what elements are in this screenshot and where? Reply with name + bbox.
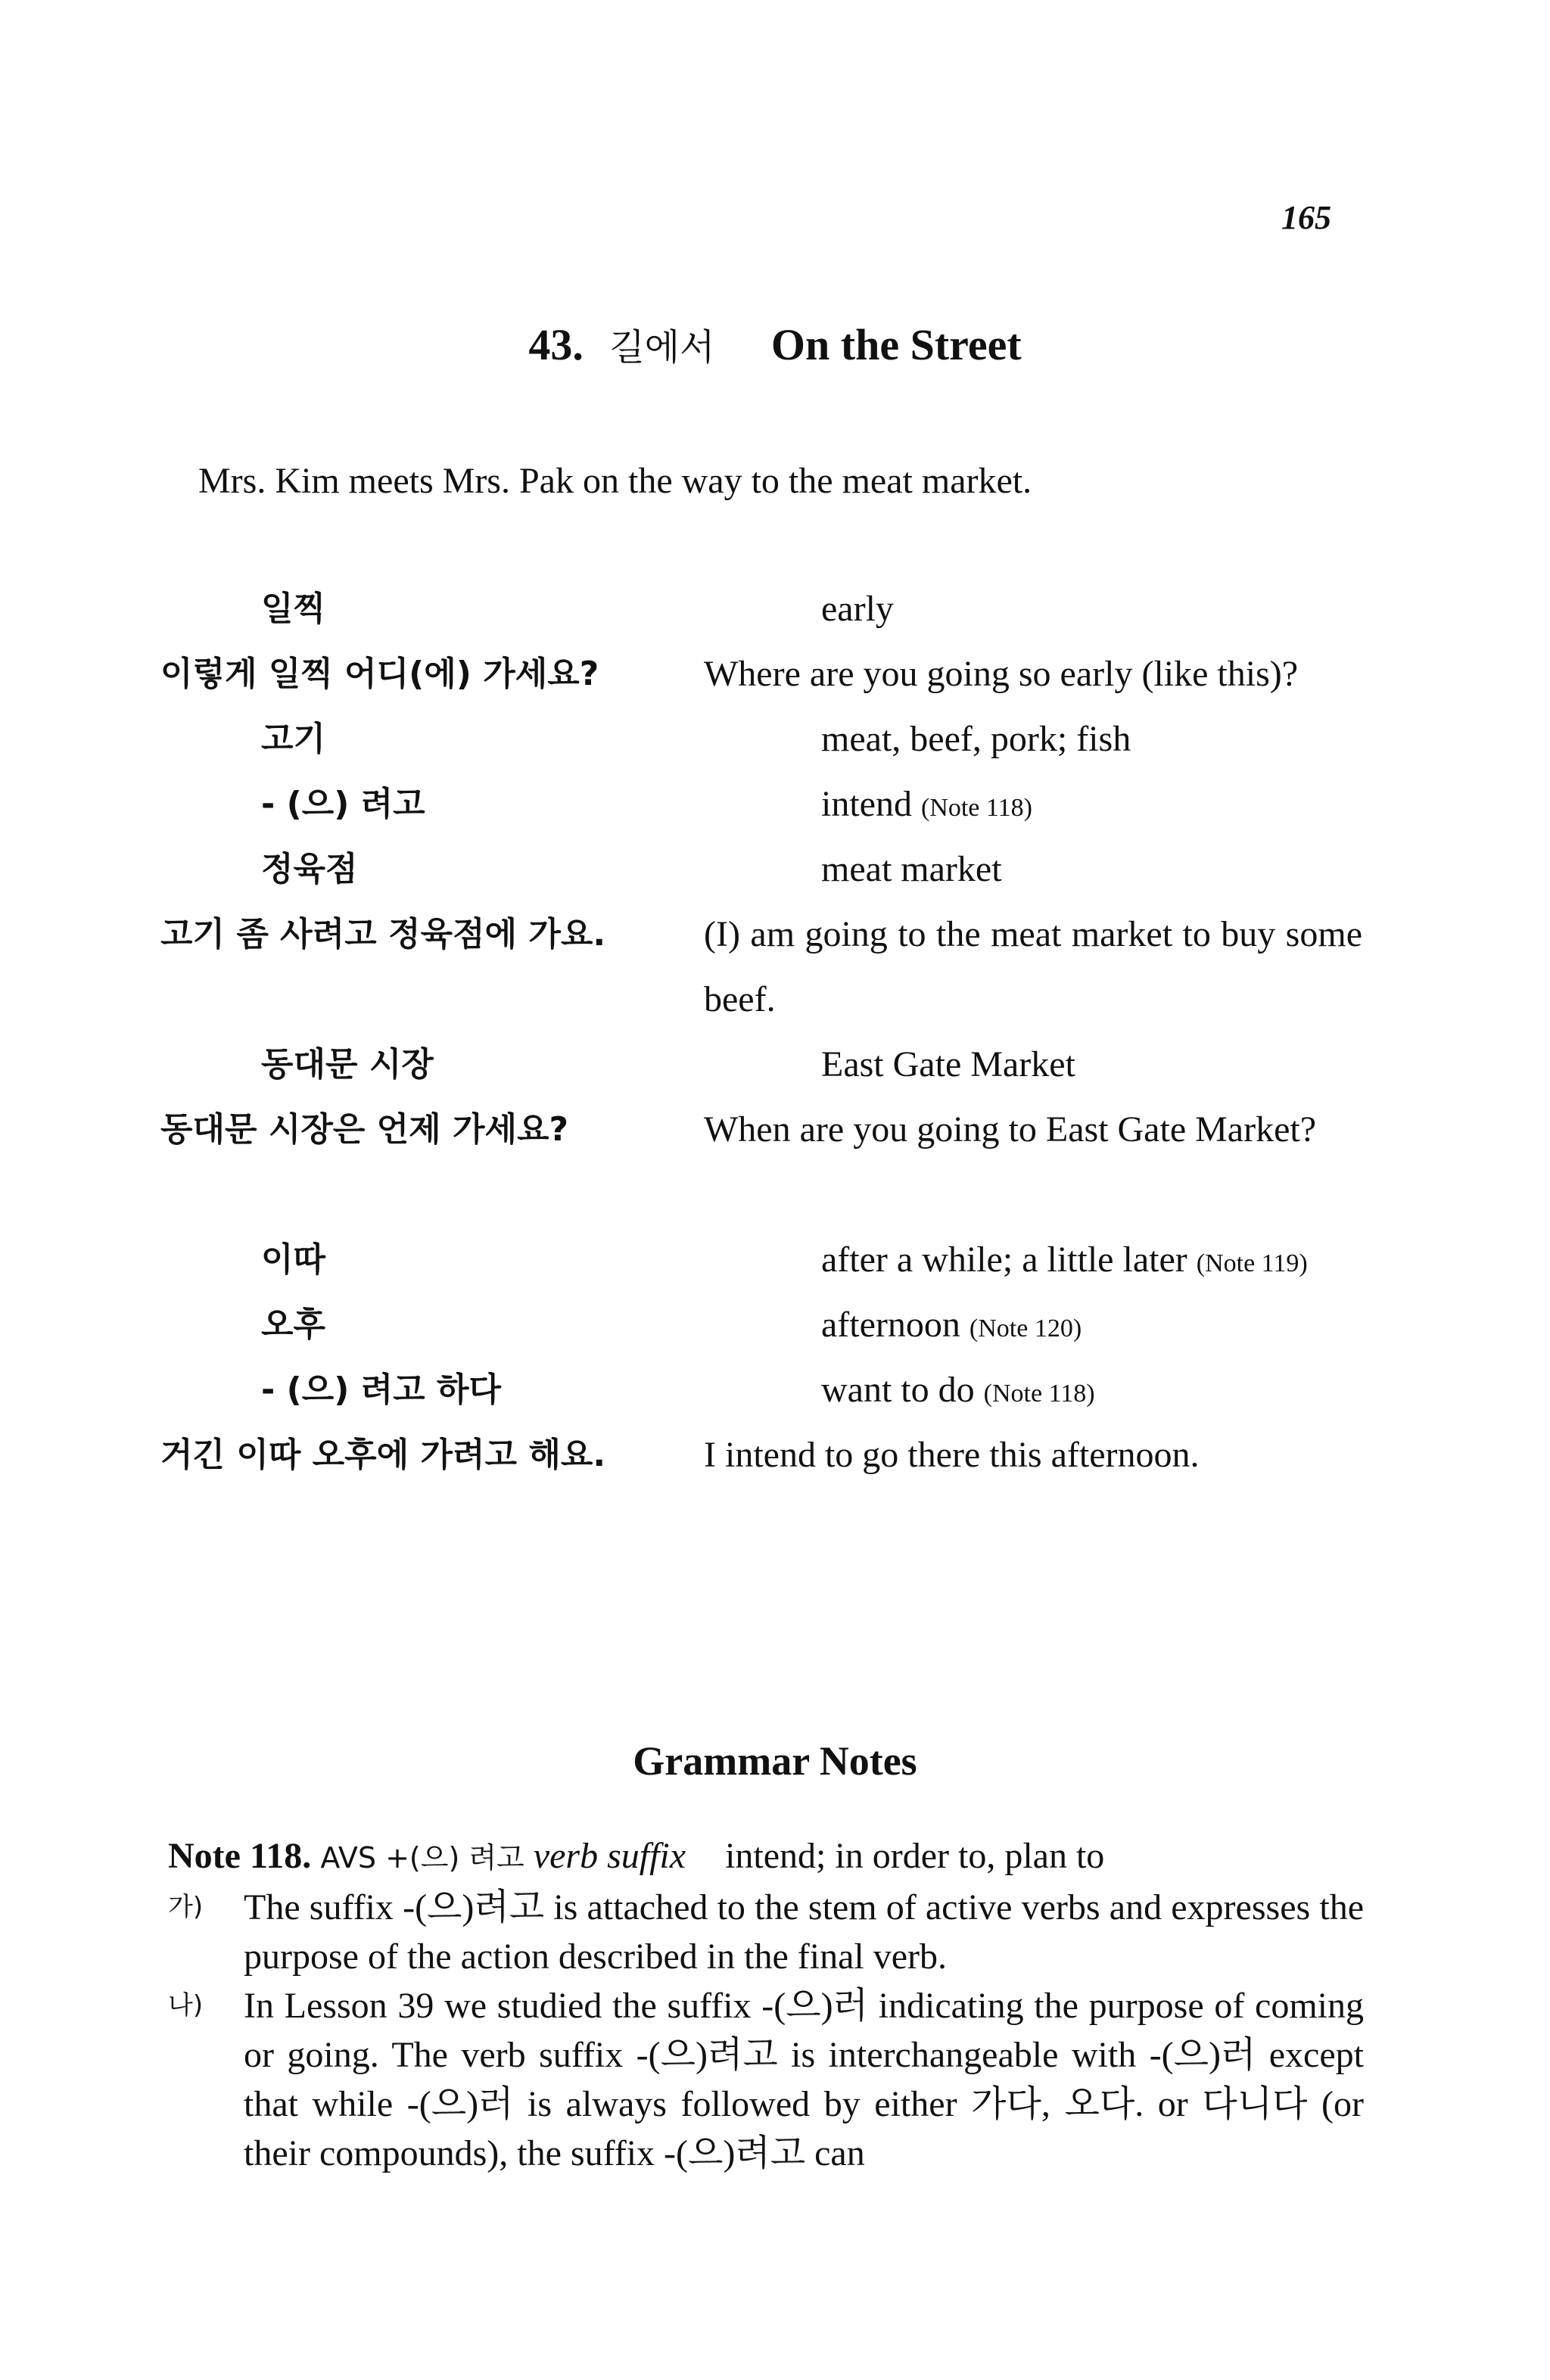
note-reference: (Note 119) bbox=[1196, 1249, 1308, 1277]
vocab-gloss: East Gate Market bbox=[821, 1044, 1075, 1084]
note-item-text: The suffix -(으)려고 is attached to the stem of active verbs and expresses the purpose of the action described in the final verb. bbox=[244, 1887, 1364, 1977]
vocab-word-row bbox=[0, 772, 1550, 840]
vocab-english bbox=[821, 772, 1032, 841]
note-reference: (Note 118) bbox=[920, 794, 1032, 822]
vocab-english bbox=[821, 837, 1002, 902]
page-number: 165 bbox=[1281, 199, 1331, 236]
vocab-gloss: meat market bbox=[821, 849, 1002, 889]
vocab-korean: - (으) 려고 bbox=[261, 785, 425, 823]
note-item-marker: 나) bbox=[168, 1990, 204, 2021]
vocab-gloss: after a while; a little later bbox=[821, 1240, 1187, 1280]
vocab-english bbox=[821, 1293, 1082, 1361]
vocab-korean: 고기 좀 사려고 정육점에 가요. bbox=[160, 915, 606, 954]
vocab-english bbox=[821, 1032, 1075, 1097]
vocab-gloss: afternoon bbox=[821, 1305, 960, 1345]
vocab-korean: 이따 bbox=[261, 1240, 326, 1279]
vocab-korean: 동대문 시장은 언제 가세요? bbox=[160, 1110, 569, 1149]
vocab-word-row bbox=[0, 1032, 1550, 1100]
vocab-word-row bbox=[0, 837, 1550, 905]
vocab-english bbox=[821, 707, 1131, 772]
vocab-english: Where are you going so early (like this)? bbox=[704, 654, 1299, 694]
note-118 bbox=[168, 1831, 1364, 2178]
vocab-korean: 동대문 시장 bbox=[261, 1045, 434, 1084]
note-label: Note 118. bbox=[168, 1836, 312, 1876]
note-item-marker: 가) bbox=[168, 1892, 204, 1922]
note-reference: (Note 118) bbox=[983, 1380, 1095, 1408]
note-pattern: AVS +(으) 려고 bbox=[320, 1841, 524, 1874]
vocab-korean: - (으) 려고 하다 bbox=[261, 1370, 501, 1409]
lesson-intro: Mrs. Kim meets Mrs. Pak on the way to the meat market. bbox=[198, 461, 1032, 501]
vocab-sentence-row bbox=[0, 642, 1550, 710]
vocab-korean: 거긴 이따 오후에 가려고 해요. bbox=[160, 1436, 606, 1474]
vocab-english bbox=[821, 577, 894, 642]
vocab-english: (I) am going to the meat market to buy some beef. bbox=[704, 914, 1362, 1019]
note-gloss: intend; in order to, plan to bbox=[725, 1836, 1105, 1876]
vocab-word-row bbox=[0, 1227, 1550, 1296]
vocab-gloss: early bbox=[821, 589, 894, 629]
note-item bbox=[168, 1883, 1364, 1981]
note-item bbox=[168, 1981, 1364, 2178]
note-kind: verb suffix bbox=[533, 1836, 686, 1876]
vocab-english bbox=[821, 1358, 1095, 1426]
vocab-sentence-row bbox=[0, 1097, 1550, 1165]
vocab-sentence-row bbox=[0, 1423, 1550, 1491]
note-header bbox=[168, 1831, 1364, 1883]
vocab-gloss: meat, beef, pork; fish bbox=[821, 719, 1131, 759]
note-reference: (Note 120) bbox=[969, 1314, 1082, 1342]
vocab-korean: 이렇게 일찍 어디(에) 가세요? bbox=[160, 655, 599, 693]
vocab-gloss: intend bbox=[821, 784, 912, 824]
vocab-korean: 오후 bbox=[261, 1305, 326, 1344]
lesson-title-korean: 길에서 bbox=[609, 326, 715, 369]
vocab-korean: 고기 bbox=[261, 720, 326, 758]
vocab-english: I intend to go there this afternoon. bbox=[704, 1435, 1200, 1475]
vocab-word-row bbox=[0, 1293, 1550, 1361]
vocab-word-row bbox=[0, 577, 1550, 645]
vocab-word-row bbox=[0, 1358, 1550, 1426]
lesson-number: 43. bbox=[528, 320, 584, 369]
vocab-english bbox=[821, 1227, 1308, 1296]
lesson-title-english: On the Street bbox=[770, 320, 1022, 369]
vocab-sentence-row bbox=[0, 902, 1550, 1019]
grammar-notes-heading: Grammar Notes bbox=[633, 1738, 917, 1784]
vocab-korean: 정육점 bbox=[261, 850, 358, 888]
vocab-english: When are you going to East Gate Market? bbox=[704, 1109, 1317, 1150]
note-item-text: In Lesson 39 we studied the suffix -(으)러 indicating the purpose of coming or going. The verb suffix -(으)려고 is interchangeable with -(으)러 except that while -(으)러 is always followed by either 가다, 오다. or 다니다 (or their compounds), the suffix -(으)려고 can bbox=[244, 1986, 1364, 2173]
vocab-gloss: want to do bbox=[821, 1370, 975, 1410]
vocab-word-row bbox=[0, 707, 1550, 775]
vocab-korean: 일찍 bbox=[261, 590, 326, 628]
